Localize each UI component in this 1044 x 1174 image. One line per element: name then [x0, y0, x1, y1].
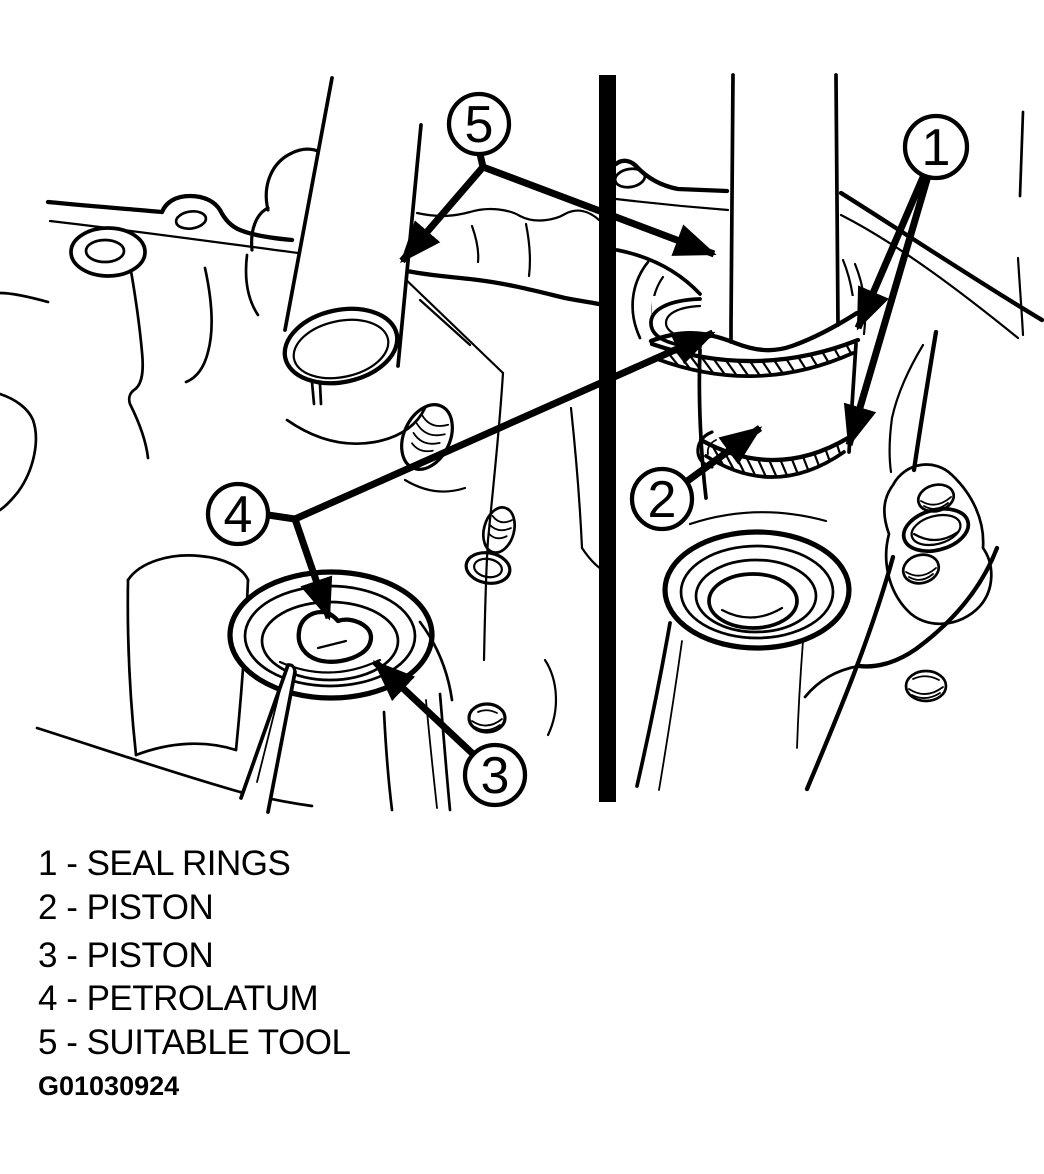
- piston-stem-rod: [731, 75, 838, 342]
- suitable-tool-rod: [278, 78, 421, 393]
- threaded-hole-mid: [479, 504, 520, 556]
- callout-3-number: 3: [480, 747, 510, 805]
- head-oval-hole-right: [614, 167, 647, 190]
- callout-4-number: 4: [223, 486, 253, 544]
- callout-4: [208, 484, 268, 544]
- callout-5: [449, 94, 509, 154]
- left-view-cylinder-head: [0, 78, 606, 812]
- legend-line-1: 1 - SEAL RINGS: [38, 844, 291, 883]
- callout-1: [905, 116, 967, 178]
- callout-1-number: 1: [921, 119, 951, 177]
- legend-line-3: 3 - PISTON: [38, 936, 214, 975]
- callout-3-arrow: [375, 662, 473, 754]
- threaded-guide-hole: [392, 396, 462, 477]
- legend-line-4: 4 - PETROLATUM: [38, 979, 319, 1018]
- threaded-hole-boss-bottom: [900, 551, 942, 587]
- right-view-piston: [614, 75, 1042, 790]
- piston-bore-left: [230, 382, 432, 698]
- divider-bar: [599, 75, 616, 802]
- threaded-hole-lone: [906, 671, 946, 701]
- callout-3: [465, 745, 525, 805]
- figure-code: G01030924: [38, 1071, 180, 1101]
- cylinder-boss-left: [128, 555, 248, 755]
- legend-line-2: 2 - PISTON: [38, 888, 214, 927]
- callout-2-number: 2: [647, 471, 677, 529]
- mounting-boss-right: [884, 465, 991, 624]
- head-oval-hole-left: [175, 209, 207, 230]
- legend: [38, 844, 350, 1101]
- callout-2: [632, 469, 692, 529]
- threaded-hole-lower-left: [469, 704, 505, 732]
- bolt-hole-boss: [71, 228, 145, 276]
- callout-5-arrow: [402, 154, 714, 261]
- callout-1-arrow: [849, 175, 928, 445]
- callout-5-number: 5: [464, 96, 494, 154]
- piston-bore-right: [637, 512, 997, 790]
- legend-line-5: 5 - SUITABLE TOOL: [38, 1023, 351, 1062]
